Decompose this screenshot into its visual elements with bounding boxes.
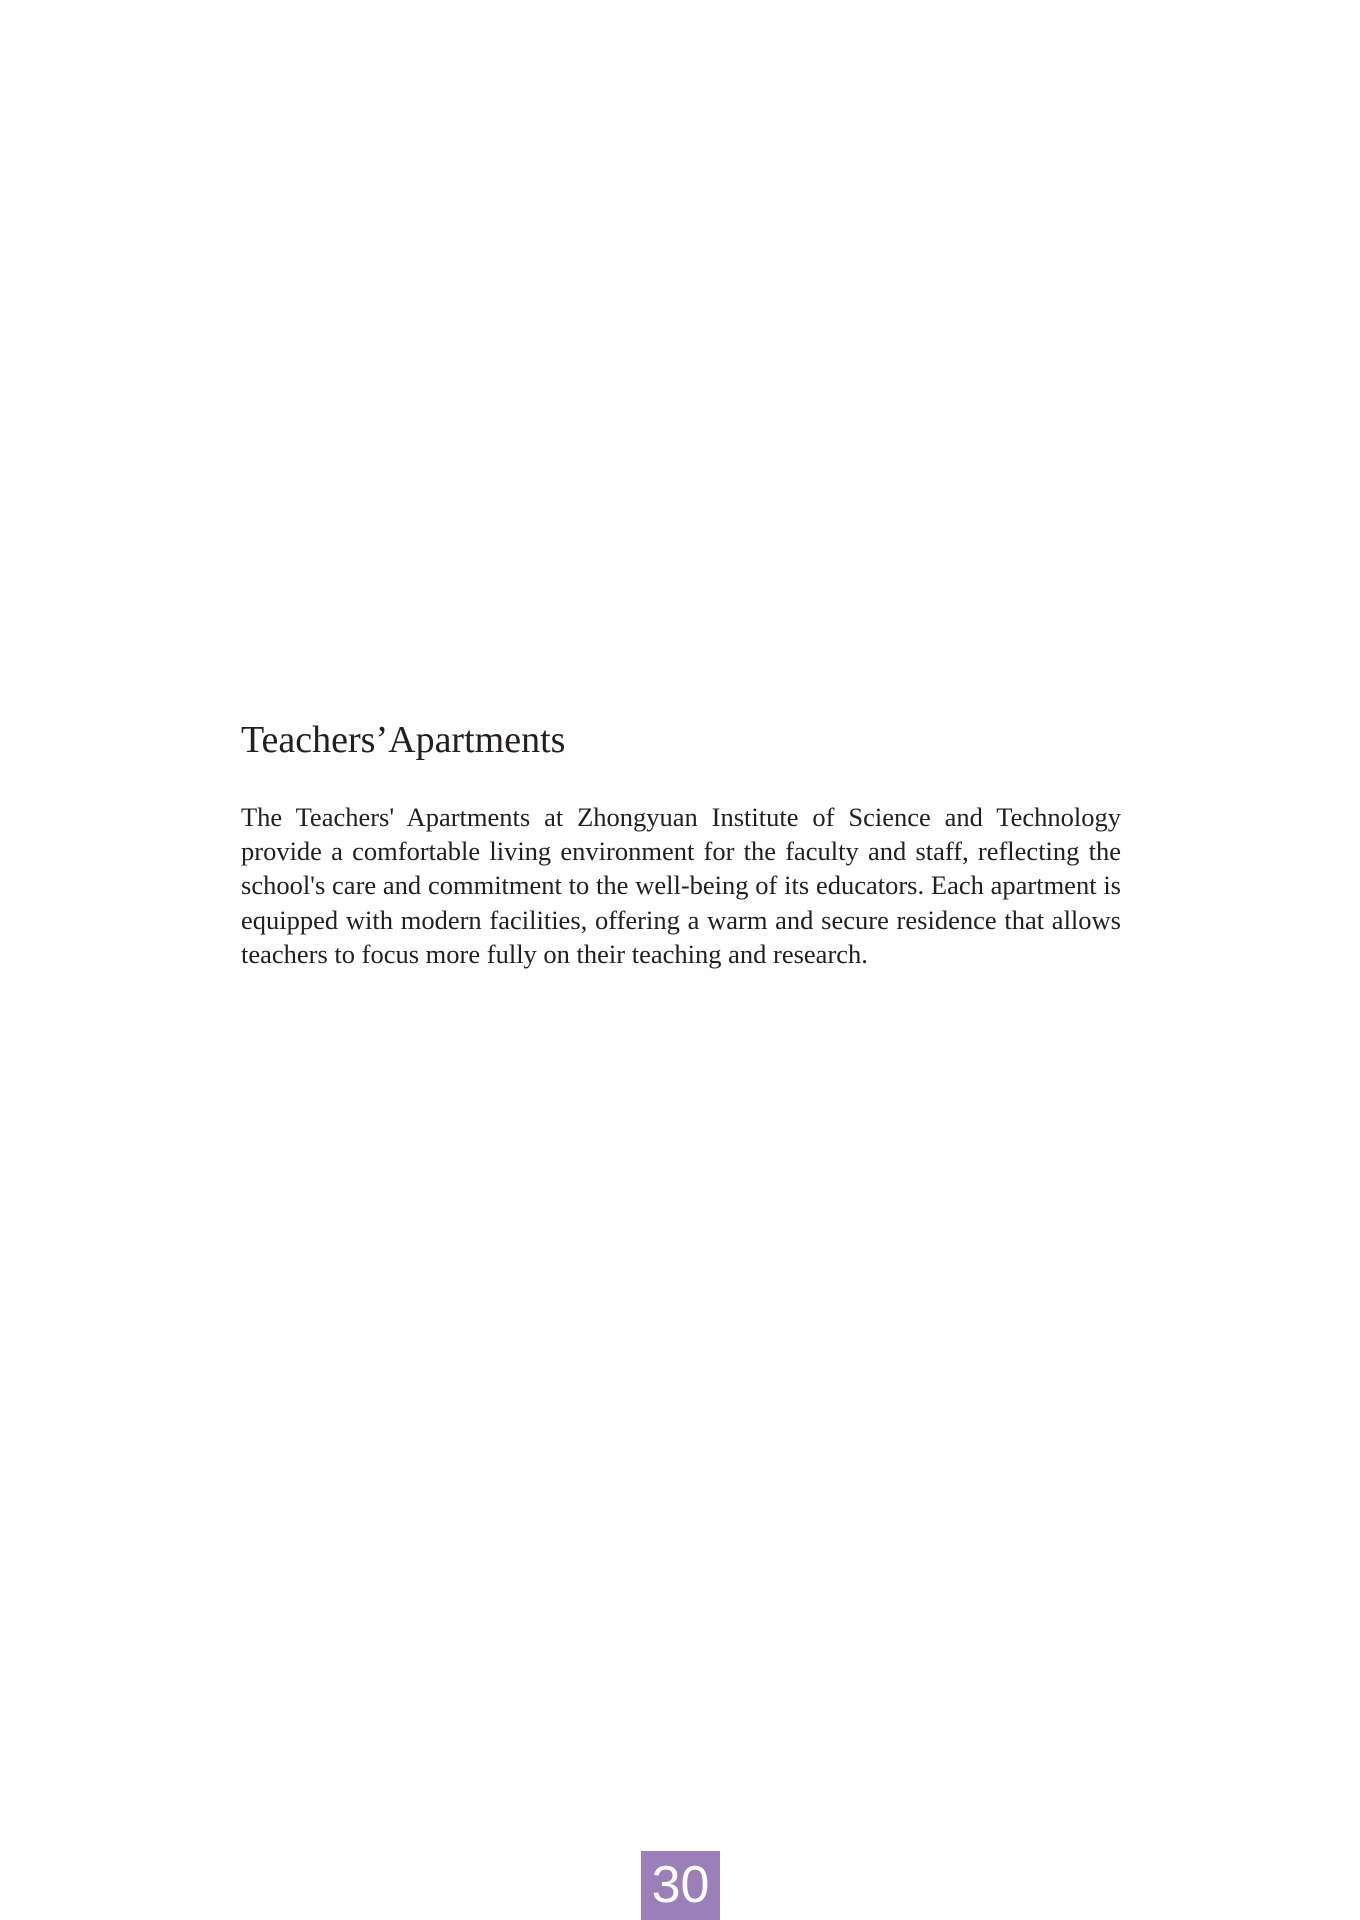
page-number-badge: 30	[641, 1851, 720, 1920]
section-body-paragraph: The Teachers' Apartments at Zhongyuan Institute of Science and Technology provide a comfortable living environment for the faculty and staff, reflecting the school's care and commitment to the well-being of its educators. Each apartment is equipped with modern facilities, offering a warm and secure residence that allows teachers to focus more fully on their teaching and research.	[241, 802, 1121, 969]
section-title: Teachers’Apartments	[241, 719, 566, 761]
